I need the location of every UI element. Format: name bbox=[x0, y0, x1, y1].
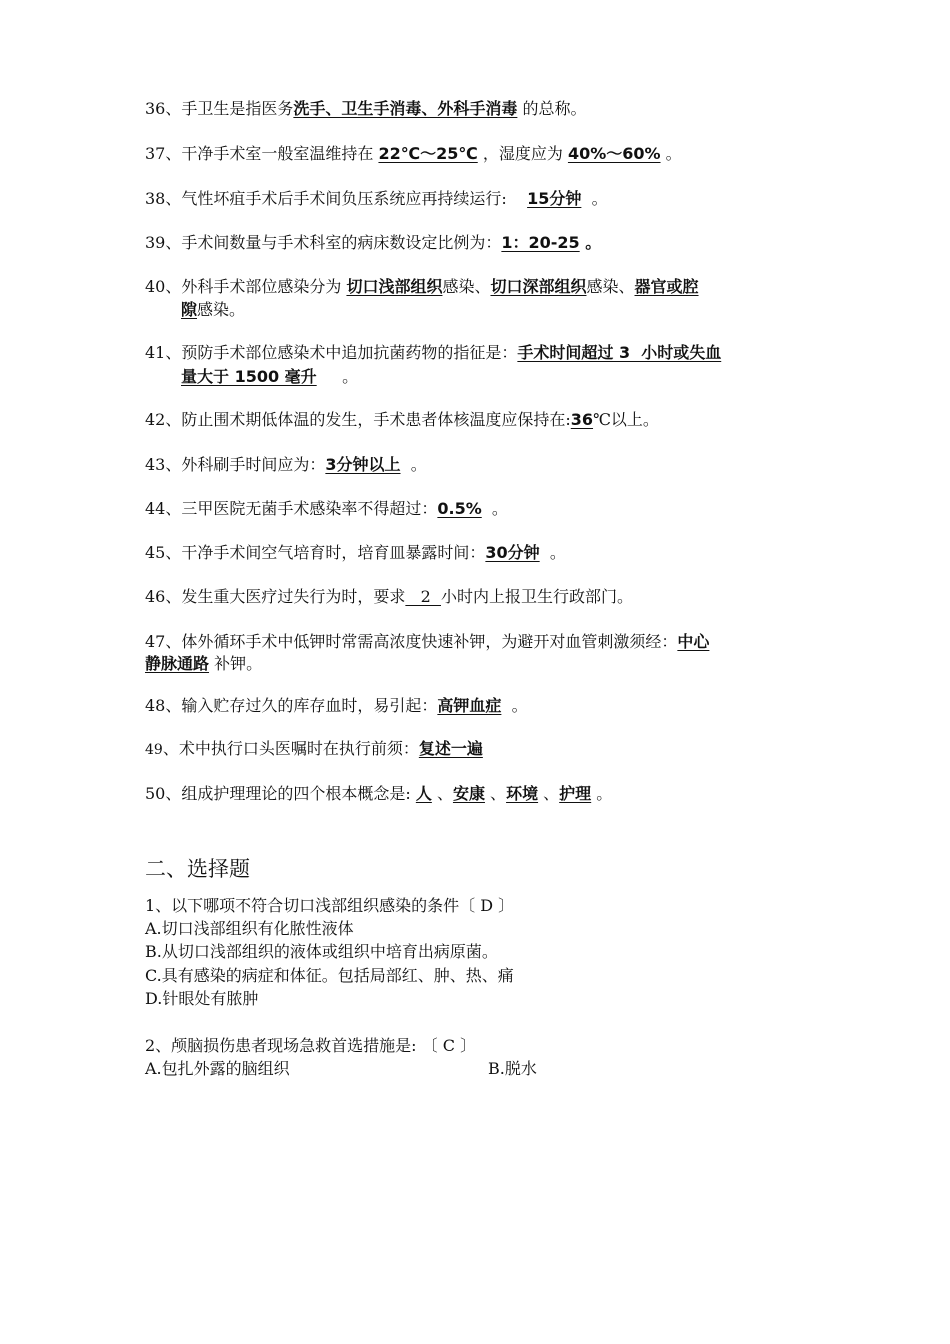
answer: 切口浅部组织 bbox=[346, 277, 443, 296]
answer: 3分钟以上 bbox=[325, 455, 401, 474]
fill-item-38: 38、气性坏疽手术后手术间负压系统应再持续运行: 15分钟 。 bbox=[145, 189, 608, 208]
fill-item-39: 39、手术间数量与手术科室的病床数设定比例为：1：20-25 。 bbox=[145, 233, 602, 252]
answer: 复述一遍 bbox=[418, 739, 483, 758]
fill-item-40: 40、外科手术部位感染分为 切口浅部组织感染、切口深部组织感染、器官或腔 bbox=[145, 277, 699, 296]
fill-item-41-cont: 量大于 1500 毫升 。 bbox=[181, 367, 359, 386]
choice-option-b: B.从切口浅部组织的液体或组织中培育出病原菌。 bbox=[145, 942, 498, 961]
answer: 人 bbox=[415, 784, 432, 803]
answer: 36 bbox=[570, 410, 594, 429]
answer: 15分钟 bbox=[527, 189, 582, 208]
answer: 22℃～25℃ bbox=[378, 144, 478, 163]
answer: 40%～60% bbox=[567, 144, 661, 163]
fill-item-47: 47、体外循环手术中低钾时常需高浓度快速补钾，为避开对血管刺激须经：中心 bbox=[145, 632, 710, 651]
choice-question-1: 1、以下哪项不符合切口浅部组织感染的条件〔 D 〕 bbox=[145, 896, 515, 915]
answer: 静脉通路 bbox=[145, 654, 210, 673]
fill-item-50: 50、组成护理理论的四个根本概念是: 人 、安康 、环境 、护理 。 bbox=[145, 784, 613, 803]
choice-option-a: A.切口浅部组织有化脓性液体 bbox=[145, 919, 354, 938]
answer: 量大于 1500 毫升 bbox=[181, 367, 317, 386]
choice-question-2: 2、颅脑损伤患者现场急救首选措施是: 〔 C 〕 bbox=[145, 1036, 477, 1055]
fill-item-46: 46、发生重大医疗过失行为时，要求 2 小时内上报卫生行政部门。 bbox=[145, 587, 633, 606]
answer: 环境 bbox=[506, 784, 539, 803]
answer: 1：20-25 bbox=[501, 233, 580, 252]
answer: 0.5% bbox=[437, 499, 482, 518]
fill-item-36: 36、手卫生是指医务洗手、卫生手消毒、外科手消毒 的总称。 bbox=[145, 99, 587, 118]
answer: 器官或腔 bbox=[634, 277, 699, 296]
fill-item-48: 48、输入贮存过久的库存血时，易引起：高钾血症 。 bbox=[145, 696, 528, 715]
answer: 洗手、卫生手消毒、外科手消毒 bbox=[293, 99, 518, 118]
fill-item-49: 49、术中执行口头医嘱时在执行前须：复述一遍 bbox=[145, 739, 483, 758]
fill-item-37: 37、干净手术室一般室温维持在 22℃～25℃ ，湿度应为 40%～60% 。 bbox=[145, 144, 682, 163]
fill-item-43: 43、外科刷手时间应为：3分钟以上 。 bbox=[145, 455, 427, 474]
fill-item-42: 42、防止围术期低体温的发生，手术患者体核温度应保持在:36℃以上。 bbox=[145, 410, 659, 429]
answer: 隙 bbox=[181, 300, 198, 319]
answer: 2 bbox=[405, 587, 441, 606]
fill-item-40-cont: 隙感染。 bbox=[181, 300, 246, 319]
choice-option-a: A.包扎外露的脑组织 bbox=[145, 1059, 290, 1078]
fill-item-47-cont: 静脉通路 补钾。 bbox=[145, 654, 263, 673]
answer: 高钾血症 bbox=[437, 696, 502, 715]
answer: 手术时间超过 3 小时或失血 bbox=[517, 343, 722, 362]
answer: 30分钟 bbox=[485, 543, 540, 562]
answer: 切口深部组织 bbox=[490, 277, 587, 296]
fill-item-41: 41、预防手术部位感染术中追加抗菌药物的指征是：手术时间超过 3 小时或失血 bbox=[145, 343, 722, 362]
section-title: 二、选择题 bbox=[145, 857, 250, 881]
choice-option-b: B.脱水 bbox=[488, 1059, 537, 1078]
choice-option-c: C.具有感染的病症和体征。包括局部红、肿、热、痛 bbox=[145, 966, 514, 985]
fill-item-45: 45、干净手术间空气培育时，培育皿暴露时间：30分钟 。 bbox=[145, 543, 566, 562]
answer: 护理 bbox=[559, 784, 592, 803]
choice-option-d: D.针眼处有脓肿 bbox=[145, 989, 259, 1008]
answer: 中心 bbox=[677, 632, 710, 651]
answer: 安康 bbox=[452, 784, 485, 803]
fill-item-44: 44、三甲医院无菌手术感染率不得超过：0.5% 。 bbox=[145, 499, 508, 518]
